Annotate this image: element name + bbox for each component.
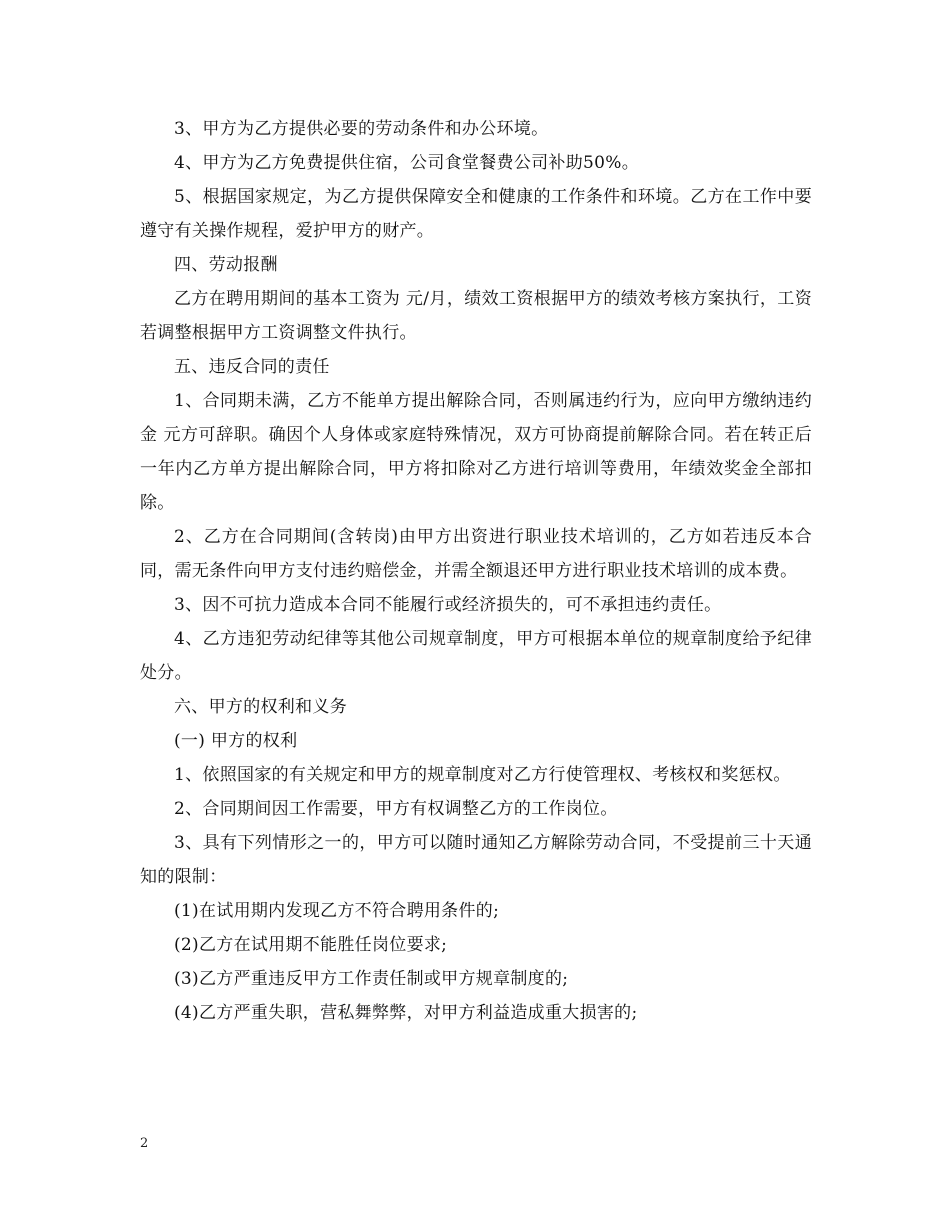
page-number: 2: [140, 1136, 149, 1151]
paragraph-breach-3: 3、因不可抗力造成本合同不能履行或经济损失的，可不承担违约责任。: [174, 595, 722, 615]
paragraph-breach-4: 4、乙方违犯劳动纪律等其他公司规章制度，甲方可根据本单位的规章制度给予纪律处分。: [140, 629, 812, 683]
section-heading-party-a-rights-duties: 六、甲方的权利和义务: [174, 697, 347, 717]
paragraph-rights-2: 2、合同期间因工作需要，甲方有权调整乙方的工作岗位。: [174, 799, 618, 819]
paragraph-clause-3-conditions: 3、甲方为乙方提供必要的劳动条件和办公环境。: [174, 119, 549, 139]
list-item-condition-4: (4)乙方严重失职，营私舞弊弊，对甲方利益造成重大损害的;: [174, 1003, 638, 1023]
section-heading-breach-liability: 五、违反合同的责任: [174, 357, 330, 377]
section-heading-remuneration: 四、劳动报酬: [174, 255, 278, 275]
paragraph-clause-4-housing: 4、甲方为乙方免费提供住宿，公司食堂餐费公司补助50%。: [174, 153, 639, 173]
document-body: [140, 112, 812, 1030]
paragraph-rights-1: 1、依照国家的有关规定和甲方的规章制度对乙方行使管理权、考核权和奖惩权。: [174, 765, 791, 785]
paragraph-clause-5-safety: 5、根据国家规定，为乙方提供保障安全和健康的工作条件和环境。乙方在工作中要遵守有关操作规程，爱护甲方的财产。: [140, 187, 812, 241]
list-item-condition-2: (2)乙方在试用期不能胜任岗位要求;: [174, 935, 448, 955]
paragraph-salary: 乙方在聘用期间的基本工资为 元/月，绩效工资根据甲方的绩效考核方案执行，工资若调整根据甲方工资调整文件执行。: [140, 289, 812, 343]
paragraph-breach-1: 1、合同期未满，乙方不能单方提出解除合同，否则属违约行为，应向甲方缴纳违约金 元方可辞职。确因个人身体或家庭特殊情况，双方可协商提前解除合同。若在转正后一年内乙方单方提出解除合同，甲方将扣除对乙方进行培训等费用，年绩效奖金全部扣除。: [140, 391, 812, 513]
paragraph-breach-2: 2、乙方在合同期间(含转岗)由甲方出资进行职业技术培训的，乙方如若违反本合同，需无条件向甲方支付违约赔偿金，并需全额退还甲方进行职业技术培训的成本费。: [140, 527, 812, 581]
list-item-condition-3: (3)乙方严重违反甲方工作责任制或甲方规章制度的;: [174, 969, 569, 989]
list-item-condition-1: (1)在试用期内发现乙方不符合聘用条件的;: [174, 901, 500, 921]
subsection-heading-party-a-rights: (一) 甲方的权利: [174, 731, 298, 751]
paragraph-rights-3: 3、具有下列情形之一的，甲方可以随时通知乙方解除劳动合同，不受提前三十天通知的限制：: [140, 833, 812, 887]
